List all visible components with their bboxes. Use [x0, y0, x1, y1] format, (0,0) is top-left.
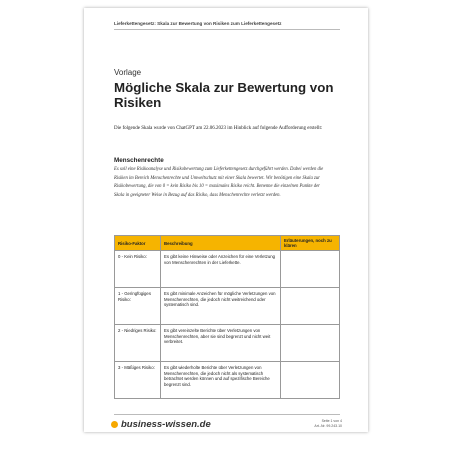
page-number: Seite 1 von 4	[321, 419, 342, 423]
section-body: Es soll eine Risikoanalyse und Risikobewertung zum Lieferkettengesetz durchgeführt werden. Dabei werden die Risiken im Bereich Menschenrechte und Umweltschutz mit einer Skala bewertet. Wir benötigen eine Skala zur Risikobewertung, die von 0 = kein Risiko bis 10 = maximales Risiko reicht. Benenne die einzelnen Punkte der Skala in geeigneter Weise in Bezug auf das Risiko, dass Menschenrechte verletzt werden.	[114, 167, 324, 198]
risk-table	[114, 235, 340, 399]
document-page	[84, 8, 368, 432]
page-title: Mögliche Skala zur Bewertung von Risiken	[114, 80, 334, 110]
page-info	[314, 419, 342, 429]
risk-factor-cell: 2 - Niedriges Risiko:	[115, 325, 161, 362]
table-row	[115, 362, 340, 399]
description-cell: Es gibt vereinzelte Berichte über Verletzungen von Menschenrechten, aber sie sind begrenzt und nicht weit verbreitet.	[161, 325, 281, 362]
intro-paragraph: Die folgende Skala wurde von ChatGPT am 22.06.2023 im Hinblick auf folgende Aufforderung erstellt:	[114, 126, 323, 131]
description-cell: Es gibt keine Hinweise oder Anzeichen für eine Verletzung von Menschenrechten in der Lieferkette.	[161, 251, 281, 288]
table-row	[115, 288, 340, 325]
logo-text: business-wissen.de	[121, 419, 211, 430]
column-header-description: Beschreibung	[161, 236, 281, 251]
running-header: Lieferkettengesetz: Skala zur Bewertung von Risiken zum Lieferkettengesetz	[114, 21, 340, 30]
notes-cell	[281, 251, 340, 288]
table-header-row	[115, 236, 340, 251]
logo-dot-icon	[111, 421, 118, 428]
risk-factor-cell: 3 - Mäßiges Risiko:	[115, 362, 161, 399]
notes-cell	[281, 362, 340, 399]
footer-divider	[114, 414, 340, 415]
brand-logo	[111, 419, 211, 430]
table-row	[115, 251, 340, 288]
notes-cell	[281, 325, 340, 362]
document-type-label: Vorlage	[114, 68, 142, 77]
column-header-factor: Risiko-Faktor	[115, 236, 161, 251]
table-row	[115, 325, 340, 362]
section-heading: Menschenrechte	[114, 157, 164, 164]
column-header-notes: Erläuterungen, noch zu klären	[281, 236, 340, 251]
description-cell: Es gibt wiederholte Berichte über Verletzungen von Menschenrechten, die jedoch nicht als systematisch betrachtet werden können und auf spezifische Bereiche begrenzt sind.	[161, 362, 281, 399]
risk-factor-cell: 0 - Kein Risiko:	[115, 251, 161, 288]
notes-cell	[281, 288, 340, 325]
article-number: Art.-Nr. 99.243.10	[314, 424, 342, 428]
risk-factor-cell: 1 - Geringfügiges Risiko:	[115, 288, 161, 325]
description-cell: Es gibt minimale Anzeichen für mögliche Verletzungen von Menschenrechten, die jedoch nicht weitreichend oder systematisch sind.	[161, 288, 281, 325]
